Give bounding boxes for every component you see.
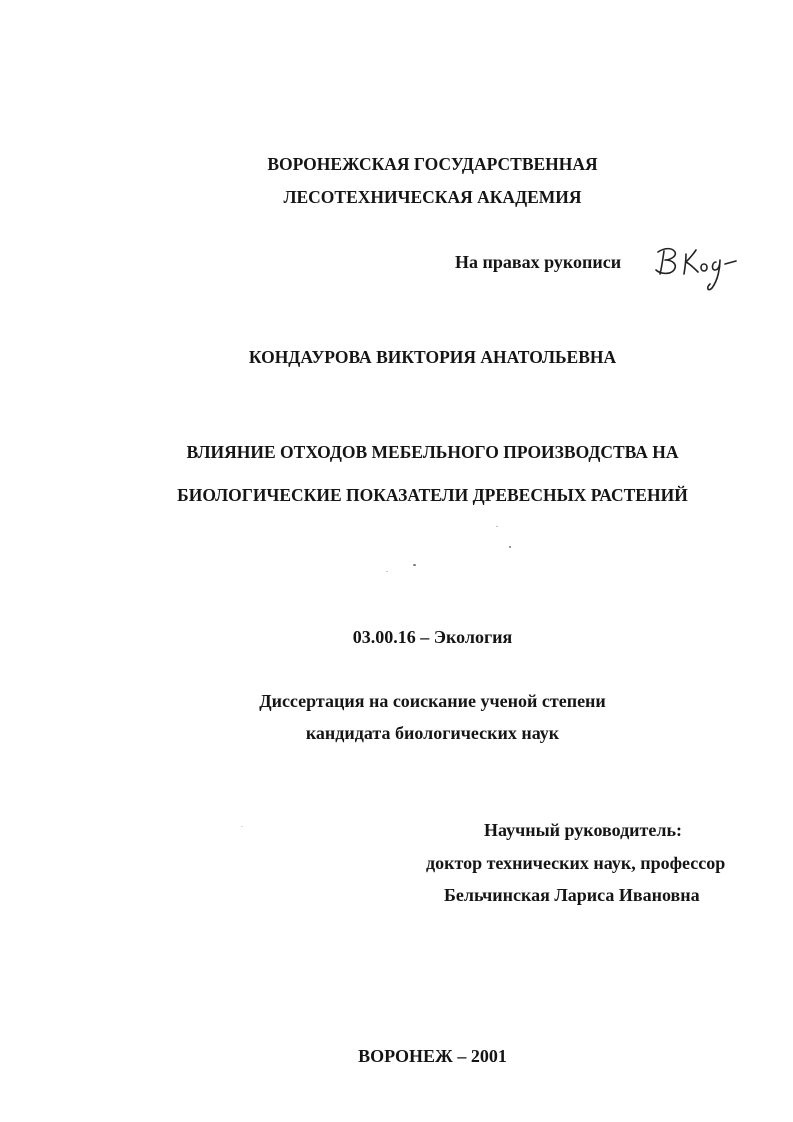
degree-line-1: Диссертация на соискание ученой степени bbox=[259, 691, 606, 711]
supervisor-label: Научный руководитель: bbox=[484, 820, 682, 840]
supervisor-title: доктор технических наук, профессор bbox=[426, 853, 726, 873]
scan-speck bbox=[386, 571, 388, 572]
scan-speck bbox=[509, 546, 511, 548]
dissertation-title-line-2: БИОЛОГИЧЕСКИЕ ПОКАЗАТЕЛИ ДРЕВЕСНЫХ РАСТЕНИЙ bbox=[177, 485, 688, 505]
handwritten-signature bbox=[650, 240, 745, 296]
institution-line-2: ЛЕСОТЕХНИЧЕСКАЯ АКАДЕМИЯ bbox=[283, 187, 582, 207]
institution-line-1: ВОРОНЕЖСКАЯ ГОСУДАРСТВЕННАЯ bbox=[267, 154, 598, 174]
city-year: ВОРОНЕЖ – 2001 bbox=[358, 1046, 507, 1066]
scan-speck bbox=[241, 826, 243, 827]
supervisor-name: Бельчинская Лариса Ивановна bbox=[444, 885, 700, 905]
dissertation-title-line-1: ВЛИЯНИЕ ОТХОДОВ МЕБЕЛЬНОГО ПРОИЗВОДСТВА НА bbox=[186, 442, 679, 462]
scan-speck bbox=[496, 526, 498, 527]
scan-speck bbox=[413, 564, 416, 566]
degree-line-2: кандидата биологических наук bbox=[305, 723, 560, 743]
author-name: КОНДАУРОВА ВИКТОРИЯ АНАТОЛЬЕВНА bbox=[248, 347, 617, 367]
specialty-code: 03.00.16 – Экология bbox=[352, 627, 513, 647]
manuscript-note: На правах рукописи bbox=[455, 252, 622, 272]
